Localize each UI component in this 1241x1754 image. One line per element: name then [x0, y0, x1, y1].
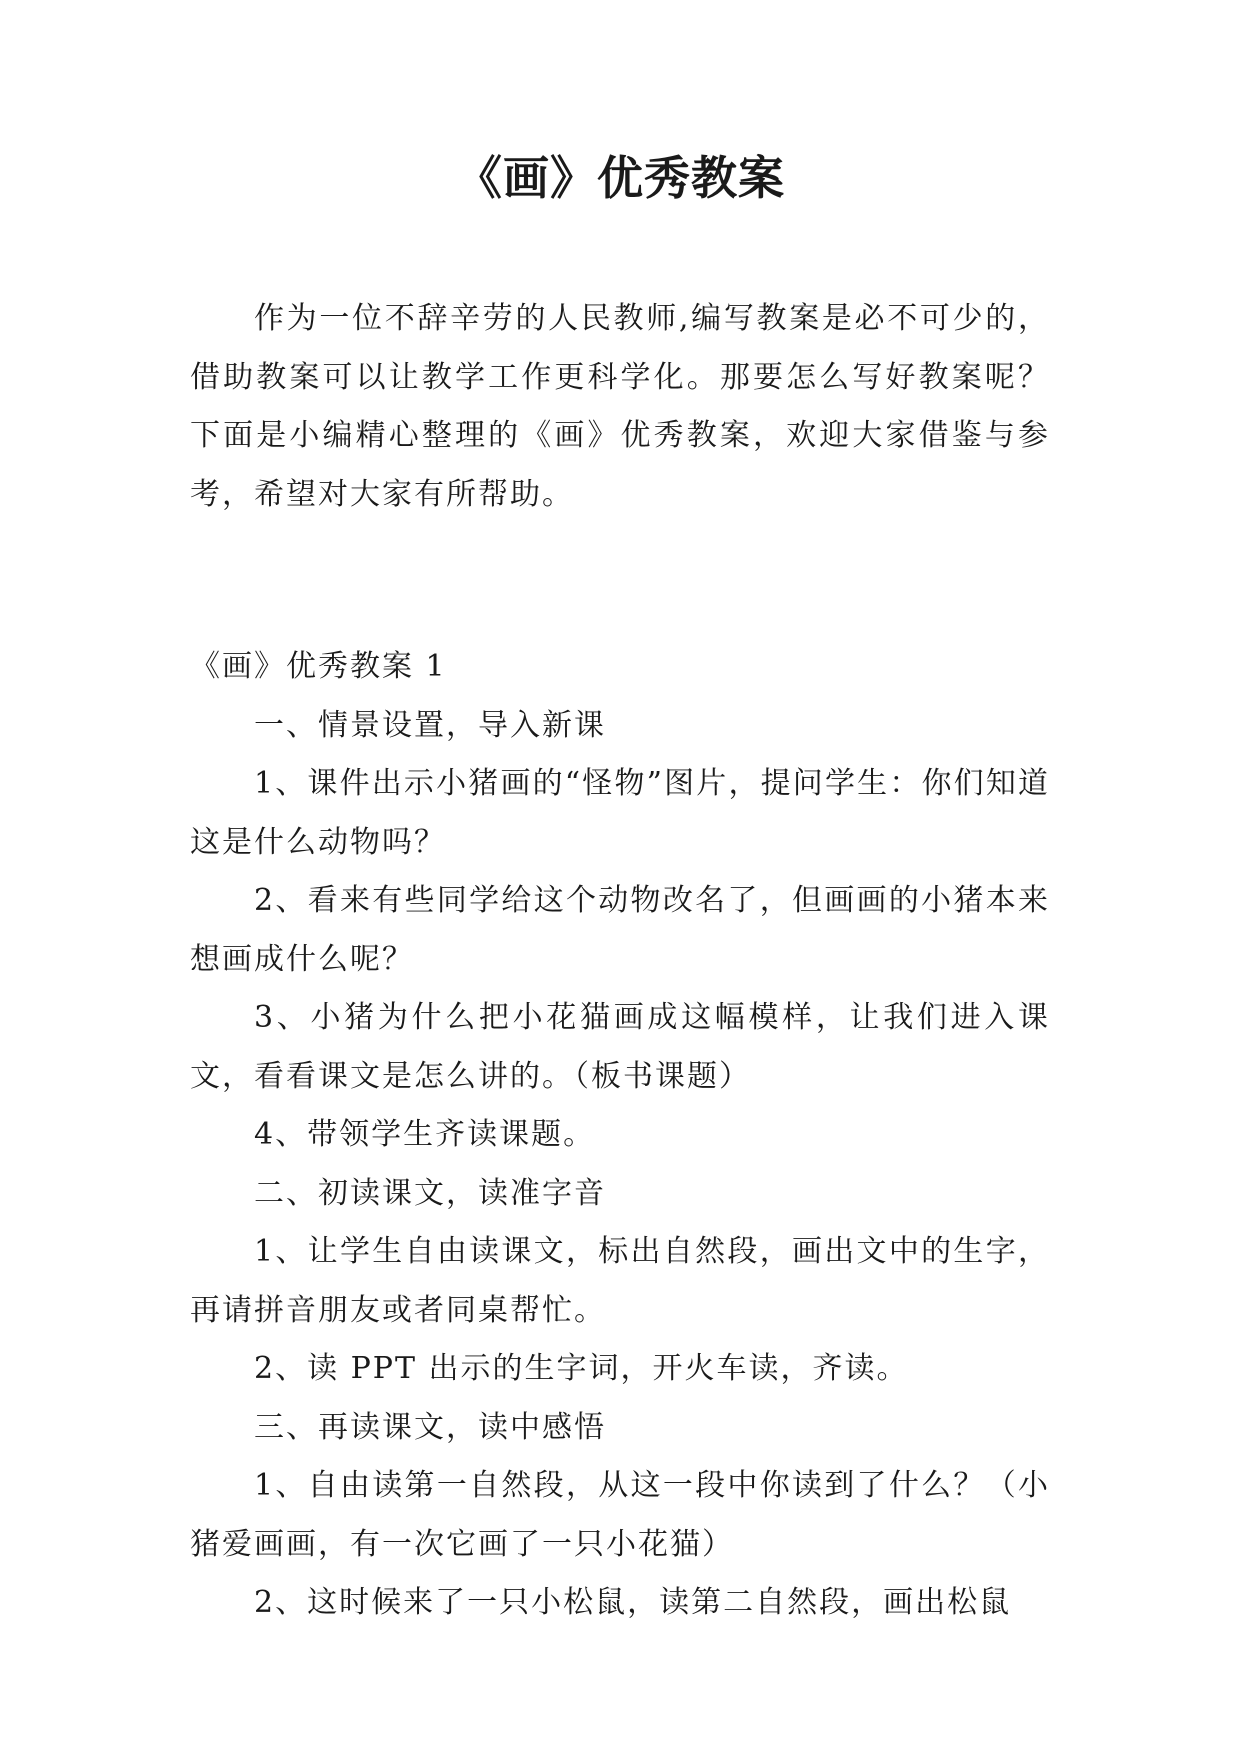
paragraph-1-3: 3、小猪为什么把小花猫画成这幅模样，让我们进入课文，看看课文是怎么讲的。（板书课题） [190, 1000, 1050, 1094]
paragraph-1-4: 4、带领学生齐读课题。 [254, 1117, 596, 1152]
paragraph-2-2: 2、读 PPT 出示的生字词，开火车读，齐读。 [254, 1351, 909, 1386]
paragraph-1-1: 1、课件出示小猪画的“怪物”图片，提问学生：你们知道这是什么动物吗？ [190, 766, 1050, 860]
paragraph-3-1: 1、自由读第一自然段，从这一段中你读到了什么？（小猪爱画画，有一次它画了一只小花猫） [190, 1468, 1050, 1562]
heading-1: 一、情景设置，导入新课 [254, 707, 606, 743]
intro-paragraph: 作为一位不辞辛劳的人民教师,编写教案是必不可少的，借助教案可以让教学工作更科学化。那要怎么写好教案呢？下面是小编精心整理的《画》优秀教案，欢迎大家借鉴与参考，希望对大家有所帮助。 [190, 301, 1050, 512]
paragraph-1-2: 2、看来有些同学给这个动物改名了，但画画的小猪本来想画成什么呢？ [190, 883, 1050, 977]
section-heading: 《画》优秀教案 1 [190, 649, 447, 684]
paragraph-3-2: 2、这时候来了一只小松鼠，读第二自然段，画出松鼠 [254, 1585, 1012, 1620]
page-title: 《画》优秀教案 [456, 151, 785, 205]
heading-3: 三、再读课文，读中感悟 [254, 1409, 606, 1445]
section-spacer [190, 524, 1050, 638]
heading-2: 二、初读课文，读准字音 [254, 1175, 606, 1211]
paragraph-2-1: 1、让学生自由读课文，标出自然段，画出文中的生字，再请拼音朋友或者同桌帮忙。 [190, 1234, 1050, 1328]
document-body [190, 290, 1050, 1633]
